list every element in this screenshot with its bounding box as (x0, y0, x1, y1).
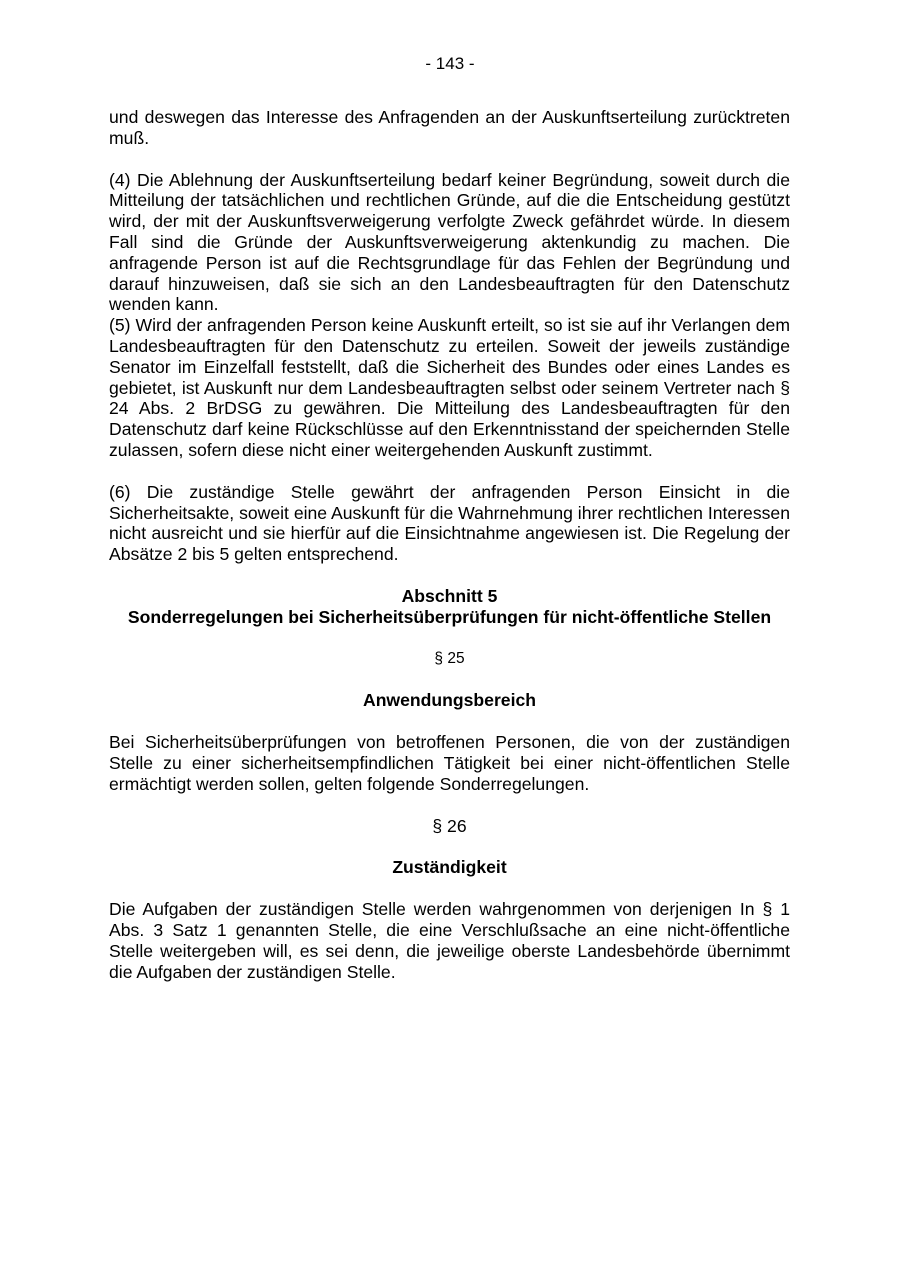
para-26-title: Zuständigkeit (392, 857, 507, 878)
para-26-text: Die Aufgaben der zuständigen Stelle werden wahrgenommen von derjenigen In § 1 Abs. 3 Satz 1 genannten Stelle, die eine Verschlußsache an eine nicht-öffentliche Stelle weitergeben will, es sei denn, die jeweilige oberste Landesbehörde übernimmt die Aufgaben der zuständigen Stelle. (109, 899, 790, 982)
para-25-text: Bei Sicherheitsüberprüfungen von betroffenen Personen, die von der zuständigen Stelle zu einer sicherheitsempfindlichen Tätigkeit bei einer nicht-öffentlichen Stelle ermächtigt werden sollen, gelten folgende Sonderregelungen. (109, 732, 790, 794)
para-25-number: § 25 (434, 649, 465, 667)
paragraph-5: (5) Wird der anfragenden Person keine Auskunft erteilt, so ist sie auf ihr Verlangen dem Landesbeauftragten für den Datenschutz zu erteilen. Soweit der jeweils zuständige Senator im Einzelfall feststellt, daß die Sicherheit des Bundes oder eines Landes es gebietet, ist Auskunft nur dem Landesbeauftragten selbst oder seinem Vertreter nach § 24 Abs. 2 BrDSG zu gewähren. Die Mitteilung des Landesbeauftragten für den Datenschutz darf keine Rückschlüsse auf den Erkenntnisstand der speichernden Stelle zulassen, sofern diese nicht einer weitergehenden Auskunft zustimmt. (109, 315, 790, 460)
section-label: Abschnitt 5 (401, 585, 498, 606)
paragraph-continuation: und deswegen das Interesse des Anfragenden an der Auskunftserteilung zurücktreten muß. (109, 107, 790, 148)
page-number: - 143 - (425, 54, 475, 73)
page-content (109, 107, 790, 982)
section-title: Sonderregelungen bei Sicherheitsüberprüfungen für nicht-öffentliche Stellen (127, 606, 772, 627)
para-26-number: § 26 (432, 815, 467, 836)
para-25-title: Anwendungsbereich (362, 690, 537, 711)
paragraph-6: (6) Die zuständige Stelle gewährt der anfragenden Person Einsicht in die Sicherheitsakte, soweit eine Auskunft für die Wahrnehmung ihrer rechtlichen Interessen nicht ausreicht und sie hierfür auf die Einsichtnahme angewiesen ist. Die Regelung der Absätze 2 bis 5 gelten entsprechend. (109, 481, 790, 565)
paragraph-4: (4) Die Ablehnung der Auskunftserteilung bedarf keiner Begründung, soweit durch die Mitteilung der tatsächlichen und rechtlichen Gründe, auf die die Entscheidung gestützt wird, der mit der Auskunftsverweigerung verfolgte Zweck gefährdet würde. In diesem Fall sind die Gründe der Auskunftsverweigerung aktenkundig zu machen. Die anfragende Person ist auf die Rechtsgrundlage für das Fehlen der Begründung und darauf hinzuweisen, daß sie sich an den Landesbeauftragten für den Datenschutz wenden kann. (109, 169, 790, 315)
